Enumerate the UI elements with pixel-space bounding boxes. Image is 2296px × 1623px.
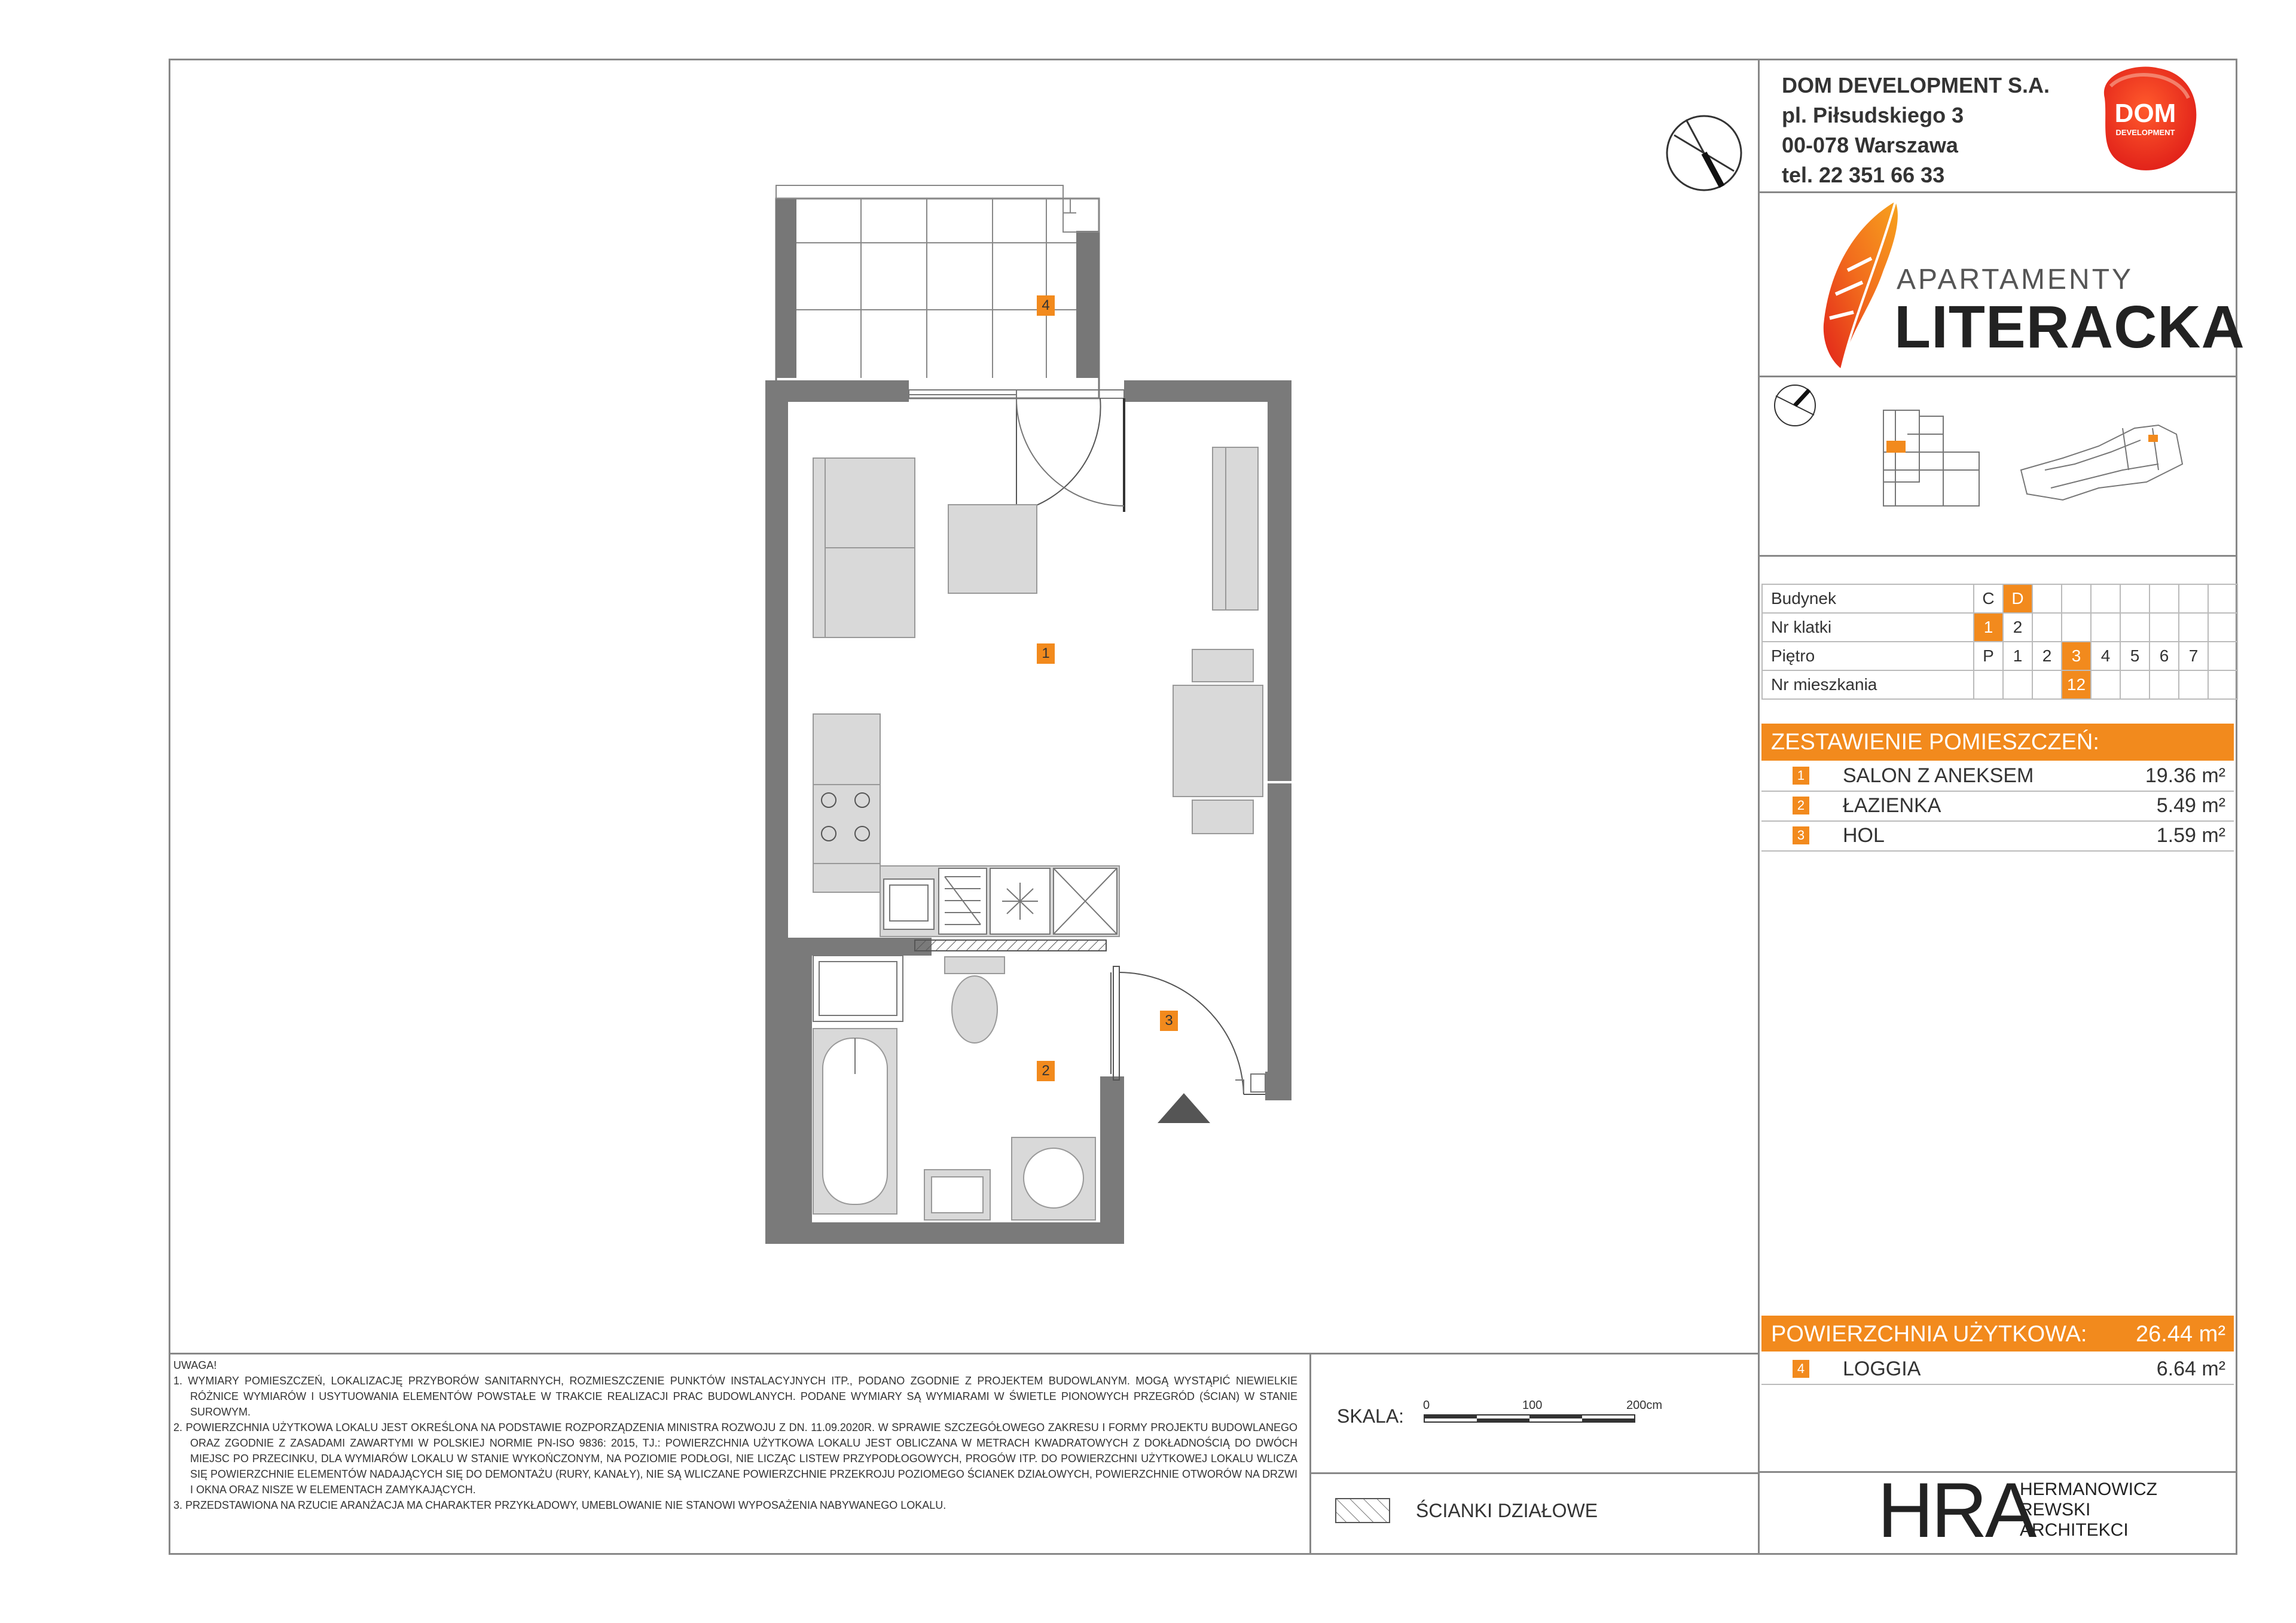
company-phone: tel. 22 351 66 33 — [1782, 163, 1945, 187]
scale-tick-100: 100 — [1522, 1399, 1543, 1412]
info-cell: 5 — [2120, 642, 2150, 670]
info-cell-empty — [2208, 642, 2237, 670]
info-cell: P — [1974, 642, 2003, 670]
loggia-number: 4 — [1793, 1360, 1809, 1378]
info-cell — [2150, 613, 2179, 642]
scale-tick-200: 200cm — [1626, 1399, 1663, 1412]
usable-area-label: POWIERZCHNIA UŻYTKOWA: — [1771, 1322, 2087, 1347]
keyplan-building — [2021, 425, 2182, 500]
info-cell — [2003, 670, 2032, 699]
architect-line-2: REWSKI — [2020, 1500, 2091, 1520]
wardrobe — [1213, 447, 1258, 610]
brand-divider — [1758, 376, 2237, 377]
info-row-label: Budynek — [1762, 584, 1974, 613]
room-number: 3 — [1793, 826, 1809, 844]
key-plan — [1764, 380, 2230, 524]
note-3: 3. PRZEDSTAWIONA NA RZUCIE ARANŻACJA MA CHARAKTER PRZYKŁADOWY, UMEBLOWANIE NIE STANOWI WYPOSAŻENIA NABYWANEGO LOKALU. — [173, 1499, 947, 1511]
info-row-label: Nr klatki — [1762, 613, 1974, 642]
info-cell-empty — [2208, 670, 2237, 699]
plan-label-2: 2 — [1037, 1061, 1055, 1081]
loggia-name: LOGGIA — [1843, 1357, 1921, 1380]
info-row — [1762, 642, 2237, 670]
kitchen — [813, 714, 1119, 936]
architect-logo: HRA — [1877, 1466, 2035, 1554]
info-table — [1761, 584, 2238, 700]
info-cell-empty — [2208, 584, 2237, 613]
keyplan-compass-icon — [1775, 385, 1815, 426]
footer-divider — [169, 1353, 1759, 1354]
dom-development-logo — [2093, 62, 2200, 176]
room-name: ŁAZIENKA — [1843, 794, 1941, 817]
legend-label: ŚCIANKI DZIAŁOWE — [1416, 1500, 1598, 1521]
scale-divider — [1309, 1472, 1759, 1474]
partition-legend-icon — [1335, 1497, 1391, 1524]
info-cell: C — [1974, 584, 2003, 613]
info-cell: 2 — [2003, 613, 2032, 642]
plan-label-4: 4 — [1037, 295, 1055, 316]
info-cell: 12 — [2062, 670, 2091, 699]
toilet — [945, 957, 1004, 1043]
washbasin — [924, 1170, 990, 1220]
scale-label: SKALA: — [1337, 1405, 1405, 1427]
brand-subtitle: APARTAMENTY — [1897, 264, 2134, 295]
room-area: 5.49 m² — [2156, 794, 2225, 817]
info-cell: 1 — [1974, 613, 2003, 642]
rooms-header — [1761, 724, 2234, 761]
info-cell — [2120, 670, 2150, 699]
info-cell — [2032, 670, 2062, 699]
bathroom-door — [1111, 966, 1265, 1094]
info-cell — [2179, 584, 2208, 613]
keyplan-floor — [1883, 410, 1979, 506]
info-cell — [2091, 584, 2120, 613]
info-cell — [2091, 670, 2120, 699]
usable-area-value: 26.44 m² — [2136, 1322, 2225, 1347]
keyplan-divider — [1758, 555, 2237, 557]
info-cell — [2120, 584, 2150, 613]
architect-line-1: HERMANOWICZ — [2020, 1479, 2157, 1499]
sofa — [813, 458, 915, 637]
info-cell — [2062, 613, 2091, 642]
partition-wall — [915, 940, 1106, 951]
note-2: 2. POWIERZCHNIA UŻYTKOWA LOKALU JEST OKREŚLONA NA PODSTAWIE ROZPORZĄDZENIA MINISTRA ROZWOJU Z DN. 11.09.2020R. W SPRAWIE SZCZEGÓŁOWEGO ZAKRESU I FORMY PROJEKTU BUDOWLANEGO ORAZ ZGODNIE Z ZASADAMI ZAWARTYMI W POLSKIEJ NORMIE PN-ISO 9836: 2015, TJ.: POWIERZCHNIA UŻYTKOWA LOKALU JEST OBLICZANA W METRACH KWADRATOWYCH Z DOKŁADNOŚCIĄ DO DWÓCH MIEJSC PO PRZECINKU, DLA WYMIARÓW LOKALU W STANIE WYKOŃCZONYM, NA POZIOMIE PODŁOGI, NIE LICZĄC LISTEW PRZYPODŁOGOWYCH, PROGÓW ITP. DO POWIERZCHNI UŻYTKOWEJ LOKALU WLICZA SIĘ POWIERZCHNIE ELEMENTÓW NADAJĄCYCH SIĘ DO DEMONTAŻU (RURY, KANAŁY), NIE SĄ WLICZANE POWIERZCHNIE PRZEKROJU POZIOMEGO ŚCIANEK DZIAŁOWYCH, POWIERZCHNIE OTWORÓW NA DRZWI I OKNA ORAZ NISZE W ELEMENTACH ZAMYKAJĄCYCH. — [173, 1421, 1297, 1496]
room-area: 19.36 m² — [2145, 764, 2225, 787]
brand-title: LITERACKA — [1894, 294, 2245, 361]
scale-tick-0: 0 — [1423, 1399, 1430, 1412]
company-name: DOM DEVELOPMENT S.A. — [1782, 73, 2050, 97]
plan-label-1: 1 — [1037, 643, 1055, 664]
room-name: HOL — [1843, 824, 1885, 847]
room-number: 2 — [1793, 797, 1809, 814]
usable-area-bar — [1761, 1316, 2234, 1352]
info-cell: 7 — [2179, 642, 2208, 670]
bathtub — [813, 1029, 897, 1214]
balcony-door — [909, 390, 1124, 512]
room-row — [1761, 762, 2234, 792]
plan-label-3: 3 — [1160, 1011, 1178, 1031]
info-cell — [2120, 613, 2150, 642]
info-cell: 1 — [2003, 642, 2032, 670]
info-row-label: Piętro — [1762, 642, 1974, 670]
scale-bar — [1417, 1397, 1674, 1433]
info-cell: 2 — [2032, 642, 2062, 670]
notes-title: UWAGA! — [173, 1359, 217, 1371]
architect-names — [2020, 1479, 2157, 1540]
info-cell: 4 — [2091, 642, 2120, 670]
info-cell: 3 — [2062, 642, 2091, 670]
loggia-area: 6.64 m² — [2156, 1357, 2225, 1380]
info-cell-empty — [2208, 613, 2237, 642]
header-divider — [1758, 191, 2237, 193]
dom-logo-text: DOM — [2114, 99, 2176, 128]
company-street: pl. Piłsudskiego 3 — [1782, 103, 1964, 127]
note-1: 1. WYMIARY POMIESZCZEŃ, LOKALIZACJĘ PRZYBORÓW SANITARNYCH, ROZMIESZCZENIE PUNKTÓW INSTALACYJNYCH ITP., PODANO ZGODNIE Z PROJEKTEM BUDOWLANYM. MOGĄ WYSTĄPIĆ NIEWIELKIE RÓŻNICE WYMIARÓW I USYTUOWANIA ELEMENTÓW POWSTAŁE W TRAKCIE REALIZACJI PRAC BUDOWLANYCH. PODANE WYMIARY SĄ WYMIARAMI W ŚWIETLE PIONOWYCH PRZEGRÓD (ŚCIAN) W STANIE SUROWYM. — [173, 1375, 1297, 1418]
info-cell: 6 — [2150, 642, 2179, 670]
room-row — [1761, 792, 2234, 822]
entrance-arrow-icon — [1158, 1093, 1210, 1123]
info-cell — [2179, 613, 2208, 642]
info-row — [1762, 670, 2237, 699]
info-cell — [2062, 584, 2091, 613]
info-cell: D — [2003, 584, 2032, 613]
floor-plan — [765, 177, 1303, 1253]
info-row-label: Nr mieszkania — [1762, 670, 1974, 699]
info-cell — [1974, 670, 2003, 699]
info-row — [1762, 584, 2237, 613]
north-arrow-icon — [1662, 111, 1746, 195]
info-cell — [2032, 584, 2062, 613]
right-panel-divider — [1758, 59, 1760, 1555]
coffee-table — [948, 505, 1037, 593]
info-cell — [2032, 613, 2062, 642]
development-logo-text: DEVELOPMENT — [2115, 128, 2175, 137]
info-cell — [2150, 670, 2179, 699]
company-city: 00-078 Warszawa — [1782, 133, 1958, 157]
info-row — [1762, 613, 2237, 642]
rooms-header-text: ZESTAWIENIE POMIESZCZEŃ: — [1771, 730, 2099, 755]
room-row — [1761, 822, 2234, 852]
notes-divider — [1309, 1353, 1311, 1555]
room-number: 1 — [1793, 767, 1809, 785]
info-cell — [2091, 613, 2120, 642]
info-cell — [2150, 584, 2179, 613]
room-area: 1.59 m² — [2156, 824, 2225, 847]
notes — [173, 1357, 1297, 1513]
cabinet — [813, 956, 903, 1021]
architect-line-3: ARCHITEKCI — [2020, 1520, 2129, 1540]
info-cell — [2179, 670, 2208, 699]
dining-table — [1173, 649, 1263, 834]
room-name: SALON Z ANEKSEM — [1843, 764, 2034, 787]
company-info — [1782, 71, 2050, 190]
washing-machine — [1012, 1137, 1095, 1220]
loggia-row — [1761, 1355, 2234, 1385]
loggia-area-plan — [776, 185, 1099, 398]
